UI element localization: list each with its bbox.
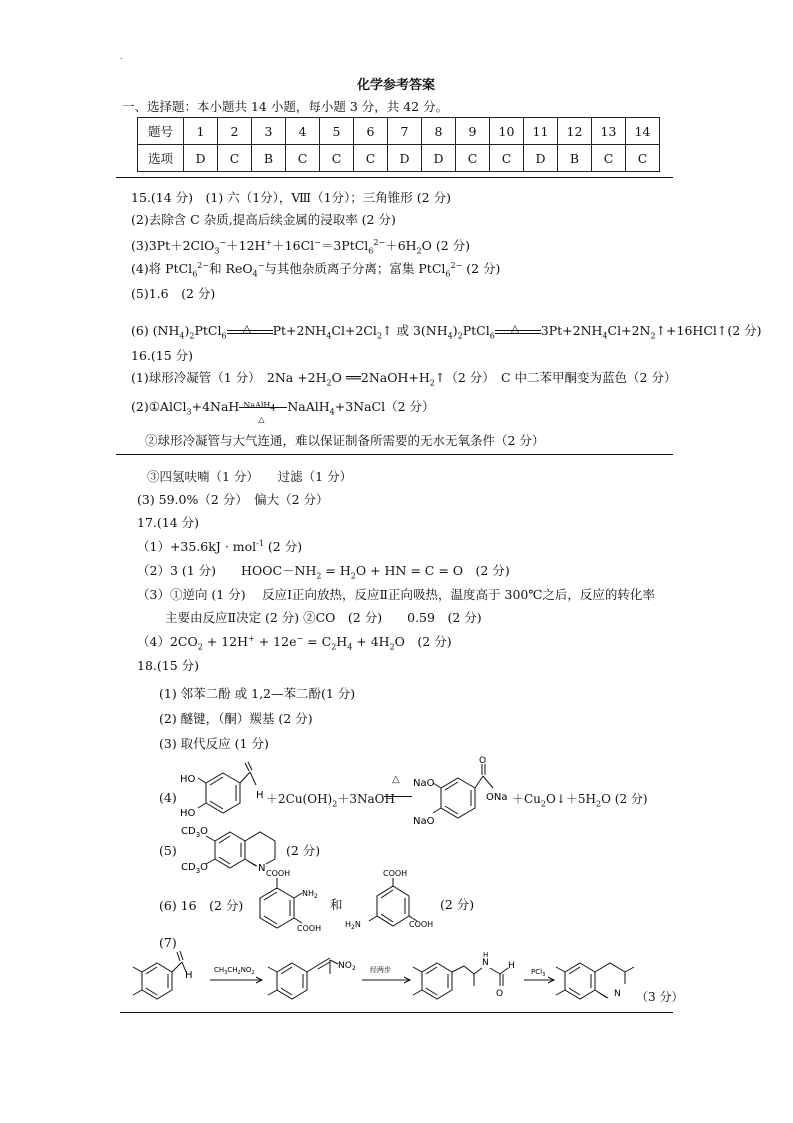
svg-text:H: H (256, 790, 264, 801)
table-row-numbers (138, 118, 660, 145)
section-1-heading: 一、选择题：本小题共 14 小题，每小题 3 分，共 42 分。 (122, 99, 449, 114)
bottom-divider (120, 1012, 673, 1013)
q15-line-4: (4)将 PtCl$_6^{2-}$和 ReO$_4$−与其他杂质离子分离；富集 PtCl$_6^{2-}$ (2 分) (131, 260, 501, 279)
q15-line-3: $(3)3Pt+2ClO_3^-+12H^++16Cl^-=3PtCl_6^{2-}+6H_2O$ (2 分) (131, 237, 471, 256)
svg-text:PCl3: PCl$_3$ (531, 968, 546, 978)
table-cell-number: 6 (354, 118, 388, 145)
dihydroisoquinoline (556, 963, 634, 999)
q18-7-score: （3 分） (636, 990, 684, 1004)
synthesis-route (130, 948, 690, 1008)
q18-4-label: (4) (159, 790, 177, 805)
q16-heading: 16.(15 分) (131, 348, 194, 363)
q18-5-score: (2 分) (286, 843, 321, 858)
table-header-number: 题号 (138, 118, 184, 145)
q17-heading: 17.(14 分) (137, 515, 200, 530)
q18-line-3: (3) 取代反应 (1 分) (159, 736, 269, 751)
divider-line (116, 177, 673, 178)
svg-text:H: H (483, 951, 489, 959)
q15-line-2: (2)去除含 C 杂质,提高后续金属的浸取率 (2 分) (131, 212, 396, 227)
svg-text:COOH: COOH (383, 869, 408, 878)
q18-line-1: (1) 邻苯二酚 或 1,2—苯二酚(1 分) (159, 686, 356, 701)
svg-text:NH2: $NH_2$ (302, 889, 318, 900)
table-cell-answer: D (388, 145, 422, 172)
q16-line-2: (2)①AlCl$_3$+4NaH NaAlH$_4$ △ NaAlH$_4$+3NaCl（2 分） (131, 399, 435, 424)
table-cell-number: 8 (422, 118, 456, 145)
svg-text:CD3O: $CD_3O$ (181, 862, 209, 875)
table-cell-number: 13 (592, 118, 626, 145)
table-cell-answer: B (558, 145, 592, 172)
table-cell-number: 10 (490, 118, 524, 145)
table-header-option: 选项 (138, 145, 184, 172)
q15-line-6: (6) $(NH_4)_2PtCl_6$ △ $Pt+2NH_4Cl+2Cl_2↑$ 或 $3(NH_4)_2PtCl_6$ △ $3Pt+2NH_4Cl+2N_2↑+16HCl↑(2$ 分) (131, 322, 762, 341)
svg-text:HO: HO (180, 808, 196, 819)
svg-text:ONa: ONa (486, 792, 508, 803)
q18-6-score: (2 分) (440, 897, 475, 912)
table-cell-number: 2 (218, 118, 252, 145)
table-cell-answer: B (252, 145, 286, 172)
svg-text:H2N: $H_2N$ (345, 920, 361, 931)
table-row-answers (138, 145, 660, 172)
start-aldehyde (133, 951, 193, 999)
svg-text:O: O (496, 989, 504, 999)
q17-line-2: （2）3 (1 分) $HOOC-NH_2 = H_2O$ + HN = C = O (2 分) (137, 563, 510, 581)
q18-5-label: (5) (159, 843, 177, 858)
aldehyde-structure (178, 758, 268, 828)
table-cell-answer: C (354, 145, 388, 172)
svg-text:CH3CH2NO2: $CH_3CH_2NO_2$ (214, 966, 255, 976)
table-cell-answer: C (456, 145, 490, 172)
svg-text:COOH: COOH (266, 869, 291, 878)
q15-line-5: (5)1.6 (2 分) (131, 286, 216, 301)
q15-line-1: 15.(14 分) (1) 六（1分），Ⅷ（1分）；三角锥形 (2 分) (131, 190, 451, 205)
table-cell-answer: C (626, 145, 660, 172)
q17-line-5: $(4)2CO_2 + 12H^+ + 12e^- = C_2H_4 + 4H_2O$ (2 分) (137, 633, 452, 652)
and-word: 和 (330, 897, 343, 912)
table-cell-answer: D (422, 145, 456, 172)
svg-text:O: O (479, 756, 487, 766)
q18-4-products: $+Cu_2O↓+5H_2O$ (2 分) (512, 792, 648, 809)
svg-text:CD3O: $CD_3O$ (181, 826, 209, 839)
table-cell-number: 3 (252, 118, 286, 145)
svg-text:H: H (185, 970, 193, 981)
answer-table (137, 117, 660, 172)
table-cell-answer: C (320, 145, 354, 172)
table-cell-number: 5 (320, 118, 354, 145)
q16-line-4: ③四氢呋喃（1 分） 过滤（1 分） (147, 469, 353, 484)
table-cell-number: 4 (286, 118, 320, 145)
q16-line-3: ②球形冷凝管与大气连通，难以保证制备所需要的无水无氧条件（2 分） (145, 433, 545, 448)
table-cell-number: 1 (184, 118, 218, 145)
heat-arrow-3: △ (384, 778, 412, 797)
svg-text:N: N (482, 958, 489, 968)
q17-line-4: 主要由反应Ⅱ决定 (2 分) ②CO (2 分) 0.59 (2 分) (165, 610, 482, 625)
svg-text:COOH: COOH (409, 920, 434, 929)
q18-line-2: (2) 醚键，（酮）羰基 (2 分) (159, 711, 313, 726)
sodium-carboxylate-structure (413, 758, 513, 828)
table-cell-answer: C (592, 145, 626, 172)
q17-line-1: （1）+35.6kJ · mol$^{-1}$ (2 分) (137, 538, 303, 554)
table-cell-number: 12 (558, 118, 592, 145)
q18-7-label: (7) (159, 935, 177, 950)
q18-heading: 18.(15 分) (137, 658, 200, 673)
svg-text:NaO: NaO (413, 778, 435, 789)
svg-text:经两步: 经两步 (370, 966, 391, 974)
nitroalkene (268, 958, 356, 999)
svg-text:N: N (258, 863, 266, 874)
q16-line-5: (3) 59.0%（2 分） 偏大（2 分） (137, 492, 329, 507)
svg-text:HO: HO (180, 774, 196, 785)
table-cell-answer: C (490, 145, 524, 172)
table-cell-answer: C (286, 145, 320, 172)
formamide (413, 951, 515, 999)
table-cell-number: 9 (456, 118, 490, 145)
svg-text:N: N (614, 989, 621, 999)
q16-line-1: (1)球形冷凝管（1 分） $2Na +2H_2O$ $══2NaOH+H_2↑(2$ 分） C 中二苯甲酮变为蓝色（2 分） (131, 370, 677, 388)
divider-line-2 (116, 454, 673, 455)
table-cell-number: 14 (626, 118, 660, 145)
corner-dot: . (120, 52, 123, 61)
svg-text:NO2: $NO_2$ (338, 961, 356, 972)
q17-line-3: （3）①逆向 (1 分) 反应Ⅰ正向放热，反应Ⅱ正向吸热，温度高于 300℃之后，反应的转化率 (137, 587, 655, 602)
svg-text:H: H (508, 961, 515, 971)
q18-4-reagents: $+2Cu(OH)_2+3NaOH$ (266, 792, 395, 809)
table-cell-answer: C (218, 145, 252, 172)
table-cell-answer: D (184, 145, 218, 172)
table-cell-answer: D (524, 145, 558, 172)
svg-text:COOH: COOH (297, 924, 322, 933)
svg-text:NaO: NaO (413, 816, 435, 827)
q18-6-label: (6) 16 (2 分) (159, 898, 244, 913)
table-cell-number: 7 (388, 118, 422, 145)
aminophthalic-acid-structure (252, 868, 332, 938)
table-cell-number: 11 (524, 118, 558, 145)
page-title: 化学参考答案 (357, 78, 436, 93)
aminoisophthalic-acid-structure (345, 868, 435, 938)
